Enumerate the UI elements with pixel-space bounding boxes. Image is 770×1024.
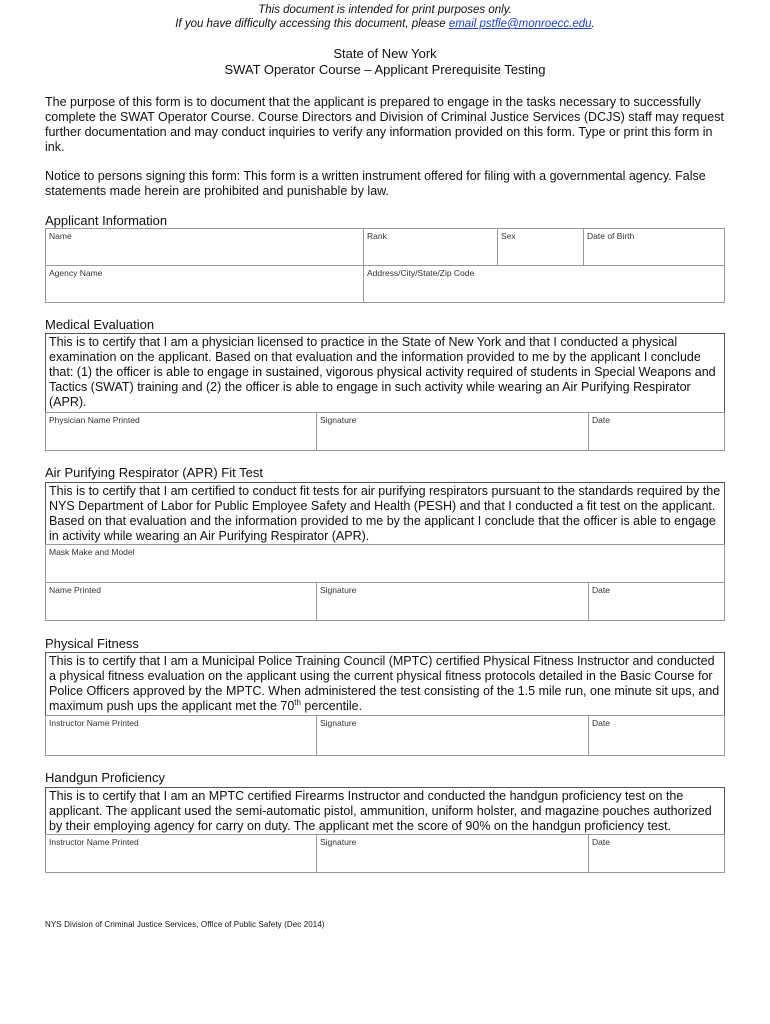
page-title: SWAT Operator Course – Applicant Prerequisite Testing	[224, 62, 546, 77]
apr-signature-field[interactable]	[317, 583, 589, 621]
fitness-signature-table	[45, 715, 725, 756]
fitness-signature-field[interactable]	[317, 716, 589, 756]
purpose-paragraph: The purpose of this form is to document that the applicant is prepared to engage in the tasks necessary to successfully complete the SWAT Operator Course. Course Directors and Division of Criminal Justice Services (DCJS) staff may request further documentation and may conduct inquiries to verify any information provided on this form. Type or print this form in ink.	[45, 95, 724, 154]
handgun-signature-table	[45, 834, 725, 873]
apr-name-field[interactable]	[46, 583, 317, 621]
fitness-instructor-name-label: Instructor Name Printed	[49, 718, 139, 728]
applicant-info-table	[45, 228, 725, 303]
percentile-ordinal: th	[294, 697, 301, 707]
apr-certification-text: This is to certify that I am certified to conduct fit tests for air purifying respirators pursuant to the standards required by the NYS Department of Labor for Public Employee Safety and Health (PESH) and that I conducted a fit test on the applicant. Based on that evaluation and the information provided to me by the applicant I conclude that the officer is able to engage in activity while wearing an Air Purifying Respirator (APR).	[45, 482, 725, 546]
fitness-date-label: Date	[592, 718, 610, 728]
physician-date-field[interactable]	[589, 413, 725, 451]
handgun-date-label: Date	[592, 837, 610, 847]
apr-name-label: Name Printed	[49, 585, 101, 595]
rank-label: Rank	[367, 231, 387, 241]
physician-signature-label: Signature	[320, 415, 357, 425]
rank-field[interactable]	[364, 229, 498, 266]
medical-evaluation-heading: Medical Evaluation	[45, 317, 155, 332]
fitness-instructor-name-field[interactable]	[46, 716, 317, 756]
print-notice: This document is intended for print purposes only.	[258, 4, 512, 16]
fitness-certification-end: percentile.	[300, 699, 363, 713]
fitness-signature-label: Signature	[320, 718, 357, 728]
sex-field[interactable]	[498, 229, 584, 266]
date-of-birth-field[interactable]	[584, 229, 725, 266]
mask-make-model-field[interactable]	[46, 545, 725, 583]
agency-name-field[interactable]	[46, 266, 364, 303]
apr-signature-label: Signature	[320, 585, 357, 595]
fitness-certification-text	[45, 652, 725, 716]
name-field[interactable]	[46, 229, 364, 266]
email-link[interactable]: email pstfle@monroecc.edu	[448, 18, 592, 30]
sex-label: Sex	[501, 231, 516, 241]
handgun-signature-label: Signature	[320, 837, 357, 847]
applicant-info-heading: Applicant Information	[45, 213, 168, 228]
handgun-proficiency-heading: Handgun Proficiency	[45, 770, 165, 785]
apr-fields-table	[45, 544, 725, 621]
handgun-certification-text: This is to certify that I am an MPTC certified Firearms Instructor and conducted the handgun proficiency test on the applicant. The applicant used the semi-automatic pistol, ammunition, uniform holster, and magazine pouches authorized by their employing agency for carry on duty. The applicant met the score of 90% on the handgun proficiency test.	[45, 787, 725, 836]
physician-name-field[interactable]	[46, 413, 317, 451]
handgun-instructor-name-label: Instructor Name Printed	[49, 837, 139, 847]
accessibility-notice-text: If you have difficulty accessing this document, please	[175, 18, 449, 30]
name-label: Name	[49, 231, 72, 241]
state-title: State of New York	[333, 46, 437, 61]
apr-date-label: Date	[592, 585, 610, 595]
handgun-instructor-name-field[interactable]	[46, 835, 317, 873]
agency-name-label: Agency Name	[49, 268, 103, 278]
address-field[interactable]	[364, 266, 725, 303]
notice-paragraph: Notice to persons signing this form: This form is a written instrument offered for filing with a governmental agency. False statements made herein are prohibited and punishable by law.	[45, 169, 706, 198]
medical-signature-table	[45, 412, 725, 451]
apr-fit-test-heading: Air Purifying Respirator (APR) Fit Test	[45, 465, 263, 480]
physician-signature-field[interactable]	[317, 413, 589, 451]
medical-certification-text: This is to certify that I am a physician licensed to practice in the State of New York and that I conducted a physical examination on the applicant. Based on that evaluation and the information provided to me by the applicant I conclude that: (1) the officer is able to engage in sustained, vigorous physical activity required of students in Special Weapons and Tactics (SWAT) training and (2) the officer is able to engage in such activity while wearing an Air Purifying Respirator (APR).	[45, 333, 725, 413]
date-of-birth-label: Date of Birth	[587, 231, 635, 241]
handgun-date-field[interactable]	[589, 835, 725, 873]
physical-fitness-heading: Physical Fitness	[45, 636, 139, 651]
apr-date-field[interactable]	[589, 583, 725, 621]
address-label: Address/City/State/Zip Code	[367, 268, 475, 278]
fitness-certification-body: This is to certify that I am a Municipal Police Training Council (MPTC) certified Physical Fitness Instructor and conducted a physical fitness evaluation on the applicant using the current physical fitness protocols detailed in the Basic Course for Police Officers approved by the MPTC. When administered the test consisting of the 1.5 mile run, one minute sit ups, and maximum push ups the applicant met the 70	[49, 654, 720, 713]
physician-name-label: Physician Name Printed	[49, 415, 140, 425]
mask-make-model-label: Mask Make and Model	[49, 547, 135, 557]
accessibility-notice-end: .	[591, 18, 595, 30]
accessibility-notice	[0, 18, 770, 30]
footer-credit: NYS Division of Criminal Justice Services, Office of Public Safety (Dec 2014)	[45, 920, 325, 929]
physician-date-label: Date	[592, 415, 610, 425]
handgun-signature-field[interactable]	[317, 835, 589, 873]
fitness-date-field[interactable]	[589, 716, 725, 756]
